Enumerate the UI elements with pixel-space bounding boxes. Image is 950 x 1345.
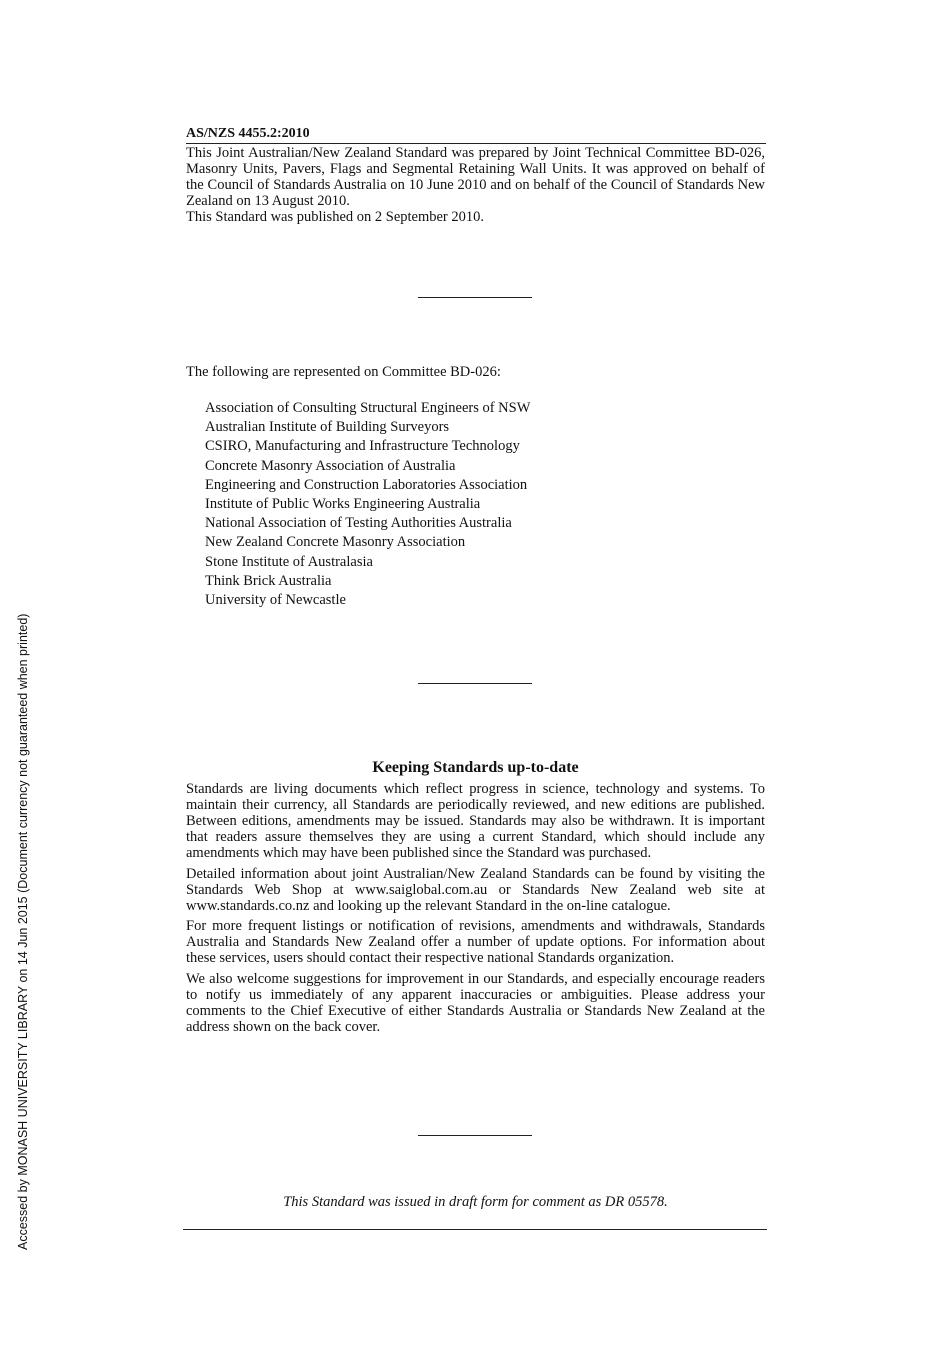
standard-code: AS/NZS 4455.2:2010 [186, 125, 766, 144]
body-paragraph: For more frequent listings or notification of revisions, amendments and withdrawals, Standards Australia and Standards New Zealand offer a number of update options. For information about these services, users should contact their respective national Standards organization. [186, 918, 765, 966]
section-divider [418, 1135, 532, 1136]
organization-item: New Zealand Concrete Masonry Association [205, 534, 466, 551]
organization-item: Think Brick Australia [205, 572, 332, 589]
section-divider [418, 683, 532, 684]
committee-organization-list [205, 399, 530, 610]
body-paragraph: We also welcome suggestions for improvement in our Standards, and especially encourage readers to notify us immediately of any apparent inaccuracies or ambiguities. Please address your comments to the Chief Executive of either Standards Australia or Standards New Zealand at the address shown on the back cover. [186, 970, 765, 1035]
approval-text: This Joint Australian/New Zealand Standard was prepared by Joint Technical Committee BD-026, Masonry Units, Pavers, Flags and Segmental Retaining Wall Units. It was approved on behalf of the Council of Standards Australia on 10 June 2010 and on behalf of the Council of Standards New Zealand on 13 August 2010. [186, 145, 765, 209]
keeping-standards-heading: Keeping Standards up-to-date [372, 759, 579, 776]
draft-note: This Standard was issued in draft form for comment as DR 05578. [283, 1194, 668, 1210]
access-watermark: Accessed by MONASH UNIVERSITY LIBRARY on 14 Jun 2015 (Document currency not guaranteed when printed) [16, 613, 30, 1250]
organization-item: Institute of Public Works Engineering Australia [205, 496, 481, 513]
organization-item: Engineering and Construction Laboratories Association [205, 476, 528, 493]
organization-item: University of Newcastle [205, 592, 346, 609]
keeping-standards-body [186, 781, 765, 1039]
organization-item: CSIRO, Manufacturing and Infrastructure Technology [205, 438, 520, 455]
committee-intro: The following are represented on Committee BD-026: [186, 364, 501, 380]
publication-text: This Standard was published on 2 September 2010. [186, 209, 485, 225]
section-divider [418, 297, 532, 298]
organization-item: Concrete Masonry Association of Australia [205, 457, 456, 474]
organization-item: Australian Institute of Building Surveyors [205, 419, 450, 436]
approval-block [186, 145, 765, 225]
organization-item: Stone Institute of Australasia [205, 553, 373, 570]
body-paragraph: Detailed information about joint Australian/New Zealand Standards can be found by visiting the Standards Web Shop at www.saiglobal.com.au or Standards New Zealand web site at www.standards.co.nz and looking up the relevant Standard in the on-line catalogue. [186, 865, 765, 914]
body-paragraph: Standards are living documents which reflect progress in science, technology and systems. To maintain their currency, all Standards are periodically reviewed, and new editions are published. Between editions, amendments may be issued. Standards may also be withdrawn. It is important that readers assure themselves they are using a current Standard, which should include any amendments which may have been published since the Standard was purchased. [186, 781, 765, 861]
footer-rule [183, 1229, 767, 1230]
organization-item: National Association of Testing Authorities Australia [205, 515, 512, 532]
organization-item: Association of Consulting Structural Engineers of NSW [205, 400, 531, 416]
